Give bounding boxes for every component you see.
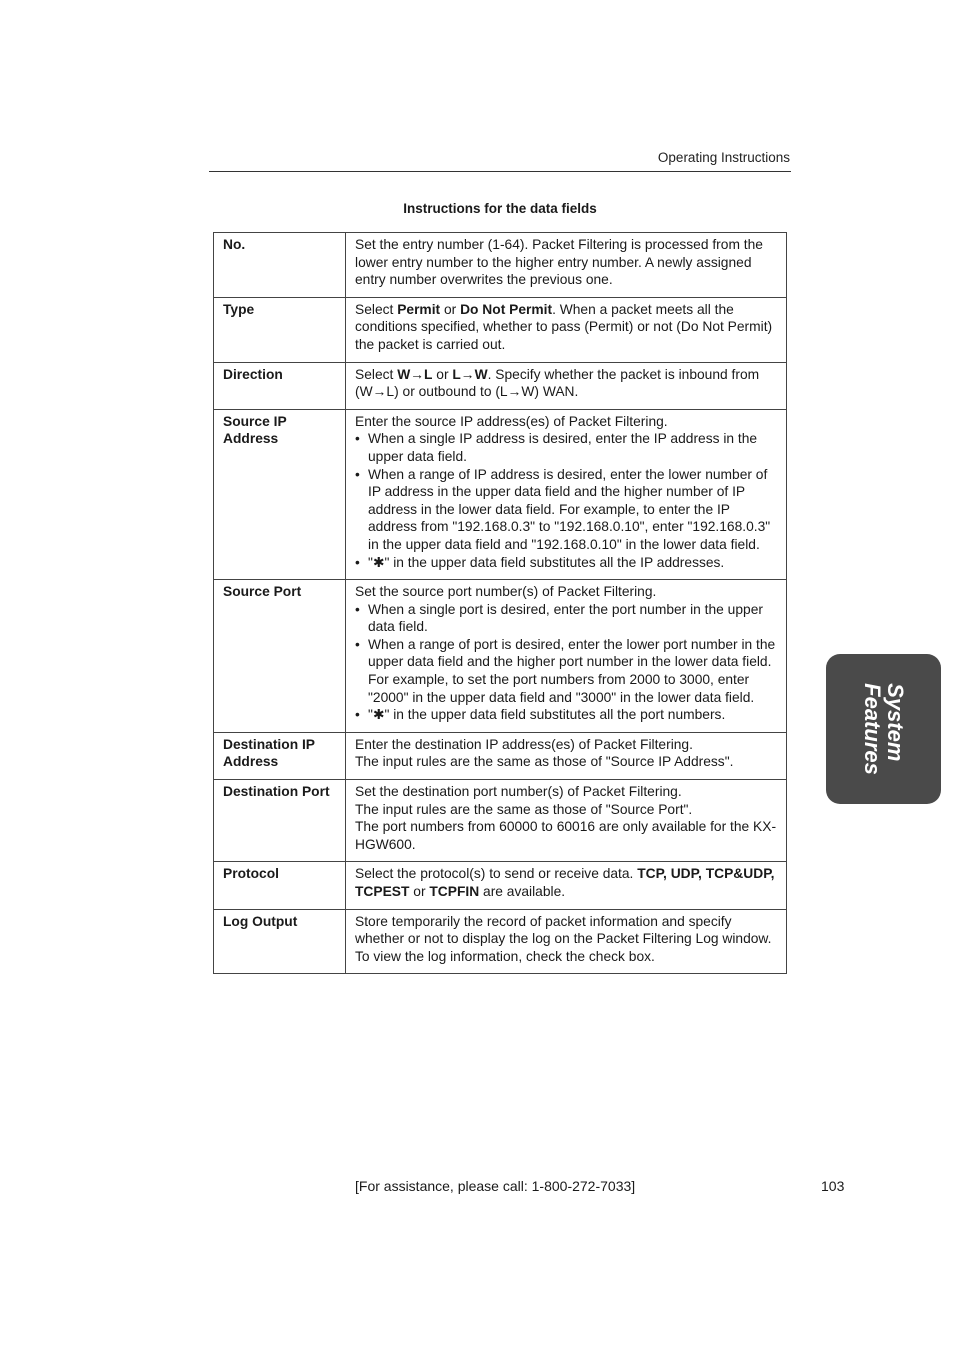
field-name: Protocol [214, 862, 346, 909]
bullet-item: • When a single IP address is desired, enter the IP address in the upper data field. [355, 431, 758, 464]
field-description: Enter the destination IP address(es) of Packet Filtering. The input rules are the same as those of "Source IP Address". [346, 732, 787, 779]
field-name: Source Port [214, 580, 346, 733]
field-name: No. [214, 233, 346, 298]
table-row [214, 732, 787, 779]
field-name: Destination IP Address [214, 732, 346, 779]
field-description: Select Permit or Do Not Permit. When a packet meets all the conditions specified, whether to pass (Permit) or not (Do Not Permit) the packet is carried out. [346, 297, 787, 362]
field-name: Destination Port [214, 780, 346, 862]
header-title: Operating Instructions [657, 150, 790, 165]
bullet-continuation: For example, to set the port numbers from 2000 to 3000, enter "2000" in the upper data field and "3000" in the lower data field. [368, 672, 755, 705]
side-tab-label: System Features [859, 683, 908, 775]
field-name: Direction [214, 362, 346, 409]
field-description: Select W→L or L→W. Specify whether the packet is inbound from (W→L) or outbound to (L→W) WAN. [346, 362, 787, 409]
field-description: Set the source port number(s) of Packet Filtering. • When a single port is desired, enter the port number in the upper data field. • When a range of port is desired, enter the lower port number in the upper data field and the higher port number in the lower data field. For example, to set the port numbers from 2000 to 3000, enter "2000" in the upper data field and "3000" in the lower data field. • "✱" in the upper data field substitutes all the port numbers. [346, 580, 787, 733]
table-row [214, 909, 787, 974]
section-title: Instructions for the data fields [403, 201, 597, 216]
table-row [214, 580, 787, 733]
data-fields-table [213, 232, 787, 974]
page-number: 103 [821, 1178, 845, 1194]
field-description: Store temporarily the record of packet information and specify whether or not to display the log on the Packet Filtering Log window. To view the log information, check the check box. [346, 909, 787, 974]
footer-assistance: [For assistance, please call: 1-800-272-7033] [355, 1178, 636, 1194]
table-row [214, 233, 787, 298]
table-row [214, 780, 787, 862]
field-description: Enter the source IP address(es) of Packet Filtering. • When a single IP address is desired, enter the IP address in the upper data field. • When a range of IP address is desired, enter the lower number of IP address in the upper data field and the higher number of IP address in the lower data field. For example, to enter the IP address from "192.168.0.3" to "192.168.0.10", enter "192.168.0.3" in the upper data field and "192.168.0.10" in the lower data field. • "✱" in the upper data field substitutes all the IP addresses. [346, 409, 787, 579]
header-rule [209, 171, 791, 172]
field-description: Select the protocol(s) to send or receive data. TCP, UDP, TCP&UDP, TCPEST or TCPFIN are available. [346, 862, 787, 909]
table-row [214, 297, 787, 362]
field-name: Log Output [214, 909, 346, 974]
table-row [214, 362, 787, 409]
bullet-item: • "✱" in the upper data field substitutes all the IP addresses. [355, 554, 725, 570]
field-name: Type [214, 297, 346, 362]
bullet-item: • When a range of port is desired, enter the lower port number in the upper data field and the higher port number in the lower data field. [355, 636, 776, 670]
field-name: Source IP Address [214, 409, 346, 579]
bullet-item: • When a range of IP address is desired, enter the lower number of IP address in the upper data field and the higher number of IP address in the lower data field. For example, to enter the IP address from "192.168.0.3" to "192.168.0.10", enter "192.168.0.3" in the upper data field and "192.168.0.10" in the lower data field. [355, 466, 771, 552]
section-side-tab [826, 654, 941, 804]
bullet-item: • When a single port is desired, enter the port number in the upper data field. [355, 601, 763, 635]
field-description: Set the destination port number(s) of Packet Filtering. The input rules are the same as those of "Source Port". The port numbers from 60000 to 60016 are only available for the KX-HGW600. [346, 780, 787, 862]
field-description: Set the entry number (1-64). Packet Filtering is processed from the lower entry number to the higher entry number. A newly assigned entry number overwrites the previous one. [346, 233, 787, 298]
bullet-item: • "✱" in the upper data field substitutes all the port numbers. [355, 707, 726, 723]
table-row [214, 409, 787, 579]
table-row [214, 862, 787, 909]
